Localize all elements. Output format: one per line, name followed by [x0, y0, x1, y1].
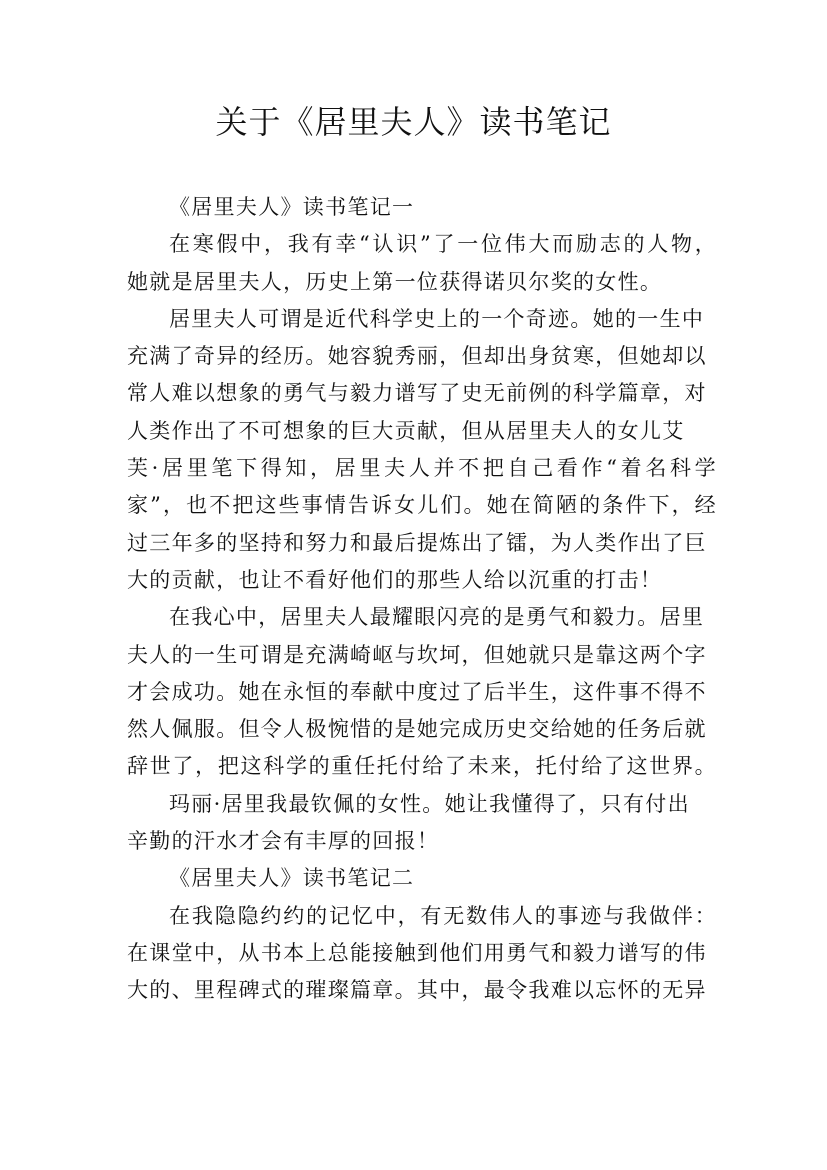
text-line: 人类作出了不可想象的巨大贡献，但从居里夫人的女儿艾	[127, 418, 685, 443]
text-line: 过三年多的坚持和努力和最后提炼出了镭，为人类作出了巨	[127, 530, 707, 555]
document-title: 关于《居里夫人》读书笔记	[215, 103, 612, 141]
text-line: 在我隐隐约约的记忆中，有无数伟人的事迹与我做伴：	[169, 903, 717, 928]
text-line: 充满了奇异的经历。她容貌秀丽，但却出身贫寒，但她却以	[127, 344, 707, 369]
text-line: 在我心中，居里夫人最耀眼闪亮的是勇气和毅力。居里	[169, 605, 705, 630]
text-line: 辞世了，把这科学的重任托付给了未来，托付给了这世界。	[127, 754, 717, 779]
text-line: 在寒假中，我有幸“认识”了一位伟大而励志的人物，	[169, 232, 717, 257]
text-line: 常人难以想象的勇气与毅力谱写了史无前例的科学篇章，对	[127, 381, 707, 406]
text-line: 才会成功。她在永恒的奉献中度过了后半生，这件事不得不	[127, 679, 707, 704]
text-line: 芙·居里笔下得知，居里夫人并不把自己看作“着名科学	[127, 456, 717, 481]
text-line: 家”，也不把这些事情告诉女儿们。她在简陋的条件下，经	[127, 493, 717, 518]
text-line: 居里夫人可谓是近代科学史上的一个奇迹。她的一生中	[169, 306, 705, 331]
text-line: 《居里夫人》读书笔记二	[169, 866, 415, 891]
text-line: 玛丽·居里我最钦佩的女性。她让我懂得了，只有付出	[169, 791, 690, 816]
text-line: 在课堂中，从书本上总能接触到他们用勇气和毅力谱写的伟	[127, 940, 707, 965]
text-line: 大的贡献，也让不看好他们的那些人给以沉重的打击！	[127, 567, 663, 592]
text-line: 夫人的一生可谓是充满崎岖与坎坷，但她就只是靠这两个字	[127, 642, 707, 667]
document-body	[127, 189, 717, 1010]
text-line: 《居里夫人》读书笔记一	[169, 195, 415, 219]
text-line: 她就是居里夫人，历史上第一位获得诺贝尔奖的女性。	[127, 269, 663, 294]
text-line: 然人佩服。但令人极惋惜的是她完成历史交给她的任务后就	[127, 717, 707, 742]
text-line: 大的、里程碑式的璀璨篇章。其中，最令我难以忘怀的无异	[127, 978, 707, 1003]
text-line: 辛勤的汗水才会有丰厚的回报！	[127, 829, 440, 854]
